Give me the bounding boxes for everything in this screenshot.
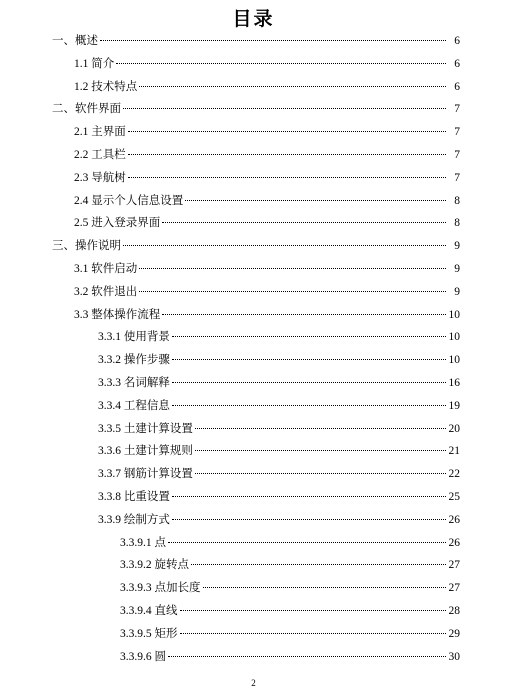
toc-entry-label: 3.3.9.2 旋转点	[120, 559, 189, 572]
toc-entry[interactable]	[52, 238, 460, 254]
toc-entry[interactable]	[120, 557, 460, 573]
toc-entry[interactable]	[98, 512, 460, 528]
toc-entry[interactable]	[98, 443, 460, 459]
toc-entry-label: 1.2 技术特点	[74, 80, 138, 93]
toc-entry-page: 10	[448, 331, 460, 344]
toc-entry[interactable]	[98, 352, 460, 368]
toc-entry-label: 一、概述	[52, 35, 98, 47]
toc-entry-label: 3.3.7 钢筋计算设置	[98, 468, 193, 481]
toc-entry-page: 27	[448, 582, 460, 595]
toc-entry-page: 30	[448, 650, 460, 663]
toc-entry-label: 2.3 导航树	[74, 171, 126, 184]
toc-entry[interactable]	[120, 626, 460, 642]
toc-entry-label: 3.3.9.6 圆	[120, 650, 166, 663]
toc-entry[interactable]	[120, 580, 460, 596]
dot-leader	[195, 472, 446, 474]
toc-entry[interactable]	[74, 284, 460, 300]
toc-entry-label: 3.3.3 名词解释	[98, 377, 170, 389]
toc-entry[interactable]	[74, 261, 460, 277]
toc-entry-label: 3.3.5 土建计算设置	[98, 422, 193, 435]
dot-leader	[139, 85, 446, 87]
dot-leader	[100, 39, 446, 41]
toc-entry-label: 3.3.2 操作步骤	[98, 354, 170, 367]
toc-entry-page: 6	[454, 57, 460, 70]
dot-leader	[195, 427, 446, 429]
toc-entry[interactable]	[98, 489, 460, 505]
toc-entry-page: 7	[454, 149, 460, 161]
toc-entry[interactable]	[74, 124, 460, 140]
toc-entry[interactable]	[98, 421, 460, 437]
toc-entry-page: 10	[448, 308, 460, 321]
toc-entry-page: 10	[448, 354, 460, 367]
toc-entry[interactable]	[74, 56, 460, 72]
dot-leader	[139, 290, 446, 292]
toc-entry-page: 21	[448, 445, 460, 458]
toc-entry-page: 8	[454, 194, 460, 207]
toc-entry[interactable]	[52, 101, 460, 117]
toc-entry-page: 7	[454, 171, 460, 184]
toc-entry-page: 22	[448, 468, 460, 481]
toc-entry-page: 9	[454, 285, 460, 298]
toc-entry-page: 19	[448, 399, 460, 412]
toc-entry-label: 3.3.9.4 直线	[120, 605, 178, 617]
toc-entry-label: 3.1 软件启动	[74, 263, 138, 275]
toc-entry-label: 2.4 显示个人信息设置	[74, 194, 184, 207]
toc-entry-page: 6	[454, 35, 460, 47]
toc-entry-label: 3.3.9.1 点	[120, 536, 166, 549]
dot-leader	[180, 609, 447, 611]
toc-entry-page: 9	[454, 240, 460, 253]
dot-leader	[123, 244, 446, 246]
toc-entry[interactable]	[120, 649, 460, 665]
toc-entry[interactable]	[74, 215, 460, 231]
toc-entry[interactable]	[98, 398, 460, 414]
toc-entry[interactable]	[74, 193, 460, 209]
toc-entry-label: 3.3.1 使用背景	[98, 331, 170, 344]
toc-entry-label: 3.3.9.5 矩形	[120, 627, 178, 640]
toc-entry[interactable]	[98, 466, 460, 482]
dot-leader	[172, 518, 446, 520]
toc-entry-page: 26	[448, 513, 460, 526]
toc-entry-page: 9	[454, 263, 460, 275]
toc-entry-page: 7	[454, 126, 460, 139]
dot-leader	[116, 62, 446, 64]
dot-leader	[168, 655, 446, 657]
toc-entry[interactable]	[52, 33, 460, 49]
toc-entry-label: 3.2 软件退出	[74, 285, 138, 298]
page-number-footer: 2	[251, 678, 256, 688]
dot-leader	[168, 541, 446, 543]
toc-entry-page: 26	[448, 536, 460, 549]
dot-leader	[172, 358, 446, 360]
toc-entry-label: 2.1 主界面	[74, 126, 126, 139]
toc-entry-label: 三、操作说明	[52, 240, 121, 253]
dot-leader	[172, 381, 446, 383]
toc-entry-page: 20	[448, 422, 460, 435]
dot-leader	[185, 199, 446, 201]
toc-entry[interactable]	[98, 329, 460, 345]
toc-entry-label: 3.3 整体操作流程	[74, 308, 161, 321]
toc-entry-label: 二、软件界面	[52, 103, 121, 116]
toc-entry[interactable]	[74, 79, 460, 95]
toc-entry-label: 2.5 进入登录界面	[74, 217, 161, 230]
dot-leader	[203, 586, 447, 588]
toc-entry-page: 28	[448, 605, 460, 617]
dot-leader	[139, 267, 446, 269]
dot-leader	[172, 495, 446, 497]
toc-entry[interactable]	[98, 375, 460, 391]
toc-entry-label: 3.3.9.3 点加长度	[120, 582, 201, 595]
dot-leader	[180, 632, 447, 634]
dot-leader	[191, 563, 446, 565]
toc-title: 目录	[232, 8, 275, 30]
toc-entry[interactable]	[120, 535, 460, 551]
toc-entry-label: 3.3.9 绘制方式	[98, 513, 170, 526]
toc-entry-page: 16	[448, 377, 460, 389]
toc-entry-label: 2.2 工具栏	[74, 149, 126, 161]
toc-entry-page: 7	[454, 103, 460, 116]
toc-entry-page: 6	[454, 80, 460, 93]
dot-leader	[162, 221, 446, 223]
toc-entry-label: 3.3.8 比重设置	[98, 491, 170, 503]
dot-leader	[162, 313, 446, 315]
dot-leader	[128, 153, 446, 155]
toc-entry-label: 1.1 简介	[74, 57, 115, 70]
dot-leader	[123, 107, 446, 109]
dot-leader	[172, 335, 446, 337]
toc-entry[interactable]	[74, 307, 460, 323]
toc-entry-page: 25	[448, 491, 460, 503]
dot-leader	[128, 130, 446, 132]
dot-leader	[128, 176, 446, 178]
toc-entry-label: 3.3.4 工程信息	[98, 399, 170, 412]
dot-leader	[195, 449, 446, 451]
toc-entry[interactable]	[120, 603, 460, 619]
dot-leader	[172, 404, 446, 406]
toc-entry-page: 27	[448, 559, 460, 572]
toc-entry-page: 29	[448, 627, 460, 640]
toc-entry[interactable]	[74, 170, 460, 186]
toc-entry-label: 3.3.6 土建计算规则	[98, 445, 193, 458]
toc-entry[interactable]	[74, 147, 460, 163]
toc-entry-page: 8	[454, 217, 460, 230]
